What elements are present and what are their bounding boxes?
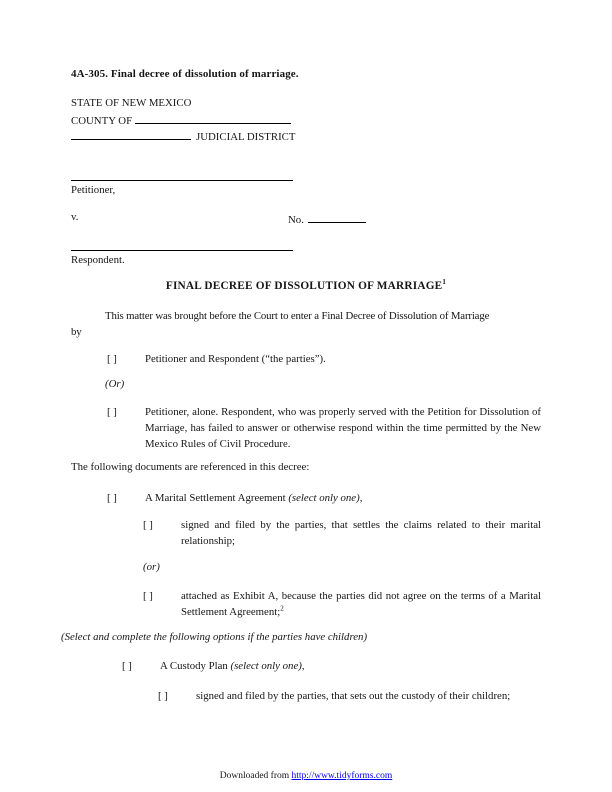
intro-line: This matter was brought before the Court to enter a Final Decree of Dissolution of Marriage [105,310,490,322]
children-options-note: (Select and complete the following options if the parties have children) [61,631,368,643]
documents-intro: The following documents are referenced in this decree: [71,461,310,473]
intro-paragraph [71,308,541,340]
checkbox-msa: [ ] [107,492,117,504]
option-custody-signed-row [158,688,548,704]
title-footnote-marker: 1 [442,278,447,287]
custody-text-after: , [301,660,305,672]
option-msa-text [145,490,541,506]
msa-attached-text: attached as Exhibit A, because the parties did not agree on the terms of a Marital Settlement Agreement; [181,590,541,618]
option-msa-attached-text [181,588,541,620]
caption-district-line [71,128,295,143]
document-title-text: FINAL DECREE OF DISSOLUTION OF MARRIAGE [165,280,443,292]
checkbox-msa-signed: [ ] [143,519,153,531]
caption-county-line [71,112,291,127]
petitioner-label: Petitioner, [71,184,116,196]
rule-heading: 4A-305. Final decree of dissolution of marriage. [71,68,299,80]
caption-county-label: COUNTY OF [71,115,133,127]
case-number-field [288,211,366,226]
intro-continuation: by [71,326,82,338]
msa-text-before: A Marital Settlement Agreement [145,492,289,504]
or-divider-upper: (Or) [105,378,125,390]
option-custody-signed-text: signed and filed by the parties, that sets out the custody of their children; [196,690,511,702]
versus-label: v. [71,211,79,223]
tidyforms-link[interactable]: http://www.tidyforms.com [291,771,393,781]
checkbox-msa-attached: [ ] [143,590,153,602]
county-blank-line [135,112,291,124]
respondent-name-line [71,250,293,251]
custody-text-before: A Custody Plan [160,660,231,672]
checkbox-parties: [ ] [107,353,117,365]
case-number-blank-line [308,211,366,223]
msa-select-only-one: (select only one) [288,492,360,504]
caption-district-label: JUDICIAL DISTRICT [196,131,296,143]
msa-text-after: , [359,492,363,504]
option-petitioner-alone-text: Petitioner, alone. Respondent, who was properly served with the Petition for Dissolution of Marriage, has failed to answer or otherwise respond within the time permitted by the New Mexico Rules of Civil Procedure. [145,406,541,450]
option-msa-attached-row [143,588,541,620]
msa-footnote-marker: 2 [280,604,284,613]
checkbox-custody: [ ] [122,660,132,672]
respondent-label: Respondent. [71,254,125,266]
footer-prefix: Downloaded from [219,771,292,781]
option-custody-row [122,658,541,674]
option-petitioner-alone-row [107,404,541,452]
page-footer [0,771,612,781]
option-msa-signed-row [143,517,541,549]
case-number-label: No. [288,214,304,226]
option-parties-row [107,351,541,367]
checkbox-custody-signed: [ ] [158,690,168,702]
district-blank-line [71,128,191,140]
custody-select-only-one: (select only one) [230,660,302,672]
option-msa-signed-text: signed and filed by the parties, that settles the claims related to their marital relationship; [181,519,541,547]
caption-state: STATE OF NEW MEXICO [71,97,192,109]
option-custody-text [160,658,541,674]
document-title [0,280,612,292]
checkbox-petitioner-alone: [ ] [107,406,117,418]
or-divider-lower: (or) [143,561,160,573]
option-parties-text: Petitioner and Respondent (“the parties”). [145,353,326,365]
versus-line [71,211,541,226]
option-msa-row [107,490,541,506]
petitioner-name-line [71,180,293,181]
